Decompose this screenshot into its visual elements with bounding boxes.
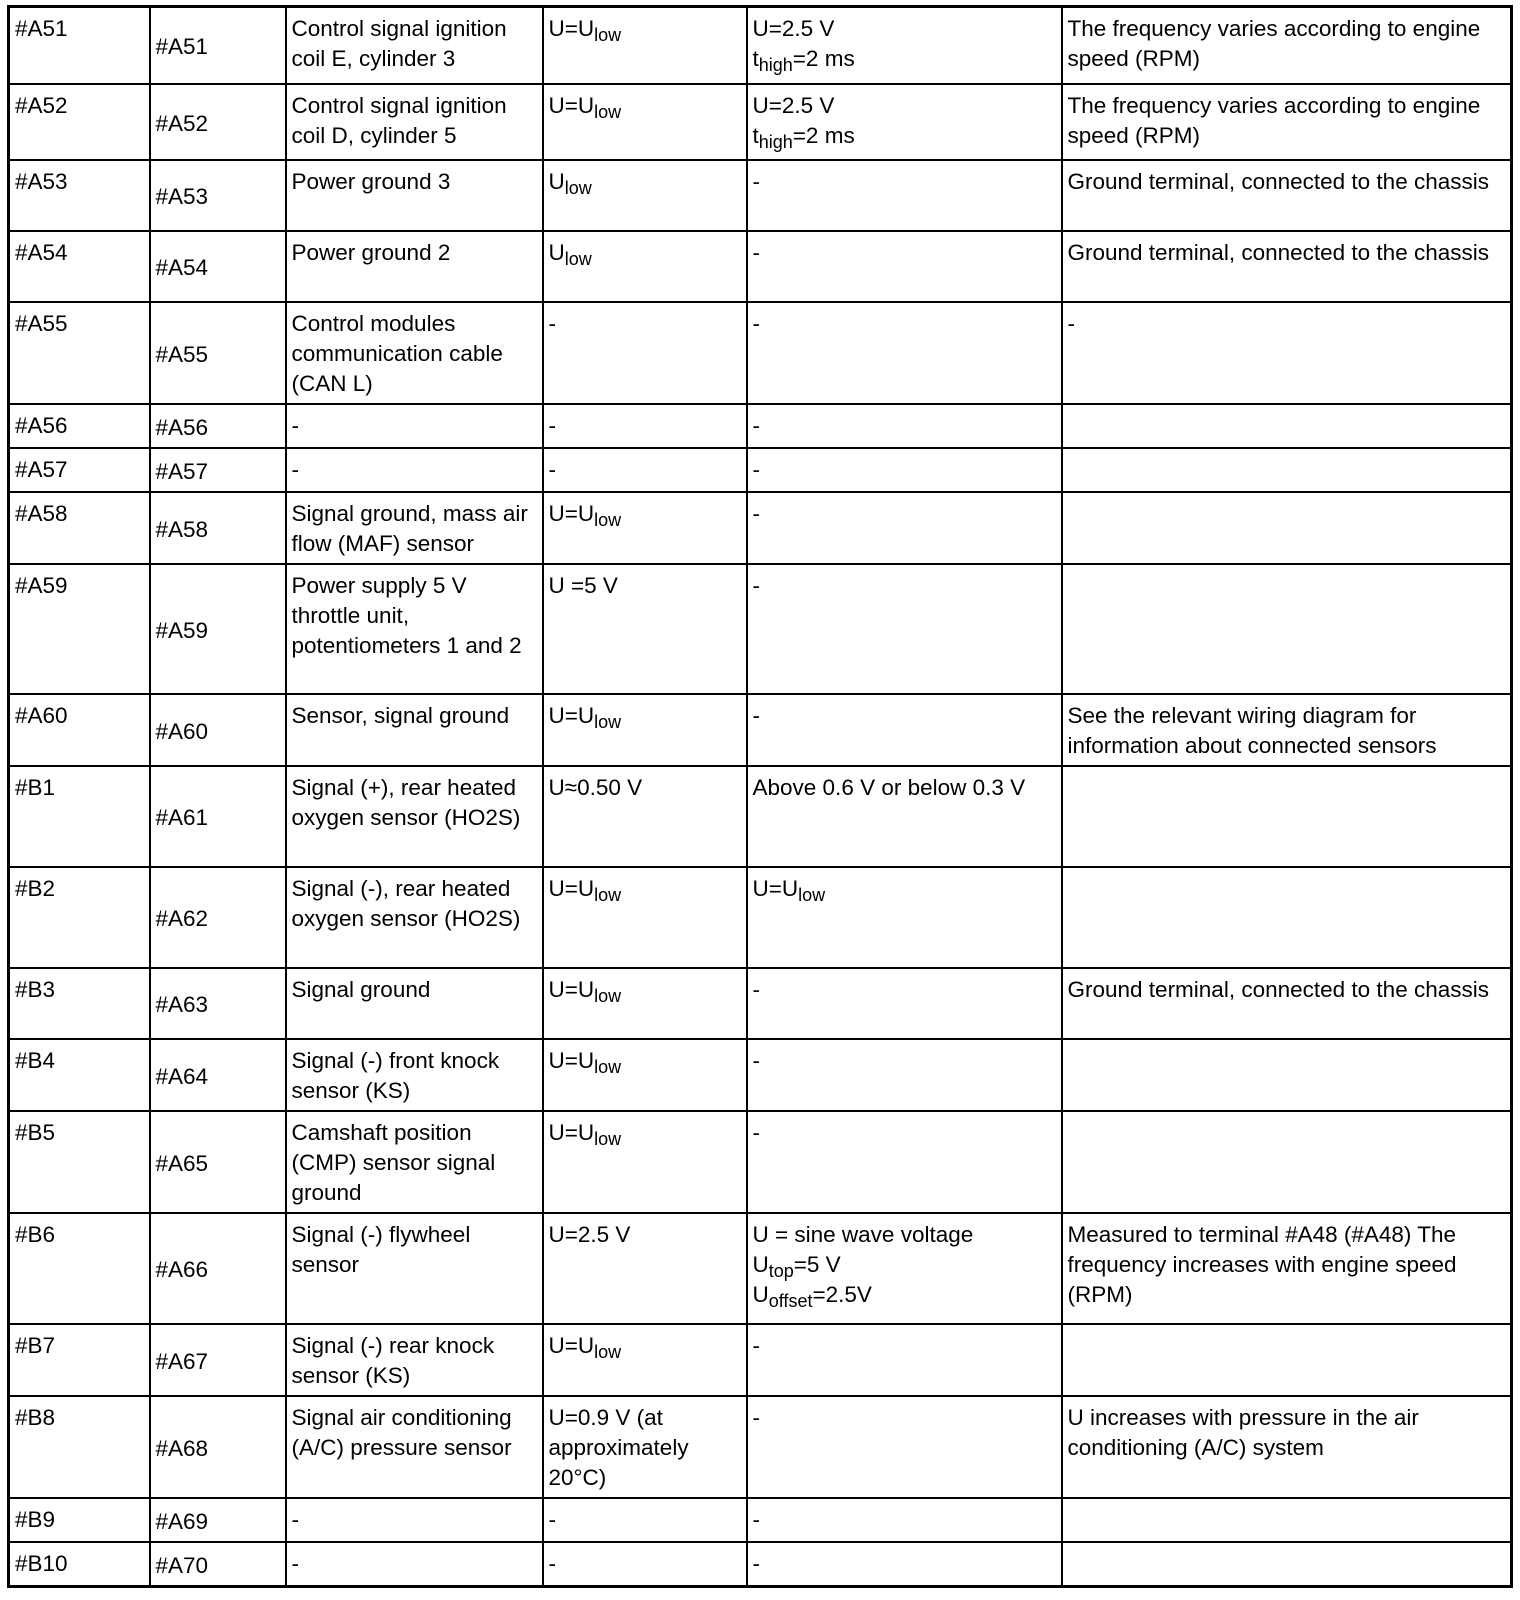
- value-line: [549, 455, 741, 485]
- value-line: [753, 571, 1056, 601]
- value-text: -: [752, 310, 760, 336]
- note-cell: The frequency varies according to engine speed (RPM): [1062, 84, 1512, 160]
- voltage-cell: [543, 231, 747, 302]
- value-text: U: [548, 168, 565, 194]
- value-text: U: [752, 1251, 769, 1277]
- value-line: [753, 411, 1056, 441]
- table-row: [9, 1324, 1512, 1396]
- description-cell: Power ground 3: [286, 160, 543, 231]
- alt-terminal-cell: #A69: [150, 1498, 286, 1542]
- value-line: [753, 1505, 1056, 1535]
- description-cell: -: [286, 1498, 543, 1542]
- table-body: [9, 7, 1512, 1587]
- terminal-cell: #A55: [9, 302, 150, 404]
- alt-terminal-cell: #A62: [150, 867, 286, 968]
- alt-terminal-cell: #A66: [150, 1213, 286, 1324]
- alt-terminal-cell: #A65: [150, 1111, 286, 1213]
- table-row: [9, 1111, 1512, 1213]
- value-text: -: [752, 1550, 760, 1576]
- value-text: -: [548, 456, 556, 482]
- alt-terminal-cell: #A59: [150, 564, 286, 694]
- value-text: -: [752, 1047, 760, 1073]
- value-text: U=U: [548, 1119, 595, 1145]
- subscript: low: [798, 884, 826, 905]
- value-line: [753, 121, 1056, 151]
- signal-cell: [747, 160, 1062, 231]
- terminal-cell: #B9: [9, 1498, 150, 1542]
- value-line: [753, 701, 1056, 731]
- table-row: [9, 867, 1512, 968]
- subscript: top: [768, 1260, 794, 1281]
- terminal-cell: #A56: [9, 404, 150, 448]
- subscript: low: [594, 509, 622, 530]
- value-text: -: [752, 1332, 760, 1358]
- note-cell: See the relevant wiring diagram for information about connected sensors: [1062, 694, 1512, 766]
- description-cell: Signal ground: [286, 968, 543, 1039]
- terminal-cell: #B4: [9, 1039, 150, 1111]
- value-line: [549, 1046, 741, 1076]
- signal-cell: [747, 1396, 1062, 1498]
- value-line: [549, 874, 741, 904]
- value-line: [549, 571, 741, 601]
- table-row: [9, 1396, 1512, 1498]
- table-row: [9, 7, 1512, 84]
- note-cell: The frequency varies according to engine speed (RPM): [1062, 7, 1512, 84]
- terminal-cell: #B6: [9, 1213, 150, 1324]
- value-text: =2 ms: [792, 122, 855, 148]
- description-cell: Signal air conditioning (A/C) pressure sensor: [286, 1396, 543, 1498]
- alt-terminal-cell: #A61: [150, 766, 286, 867]
- note-cell: U increases with pressure in the air conditioning (A/C) system: [1062, 1396, 1512, 1498]
- alt-terminal-cell: #A52: [150, 84, 286, 160]
- table-row: [9, 84, 1512, 160]
- description-cell: Sensor, signal ground: [286, 694, 543, 766]
- description-cell: Control modules communication cable (CAN L): [286, 302, 543, 404]
- note-cell: [1062, 766, 1512, 867]
- subscript: high: [758, 131, 793, 152]
- value-text: -: [752, 1119, 760, 1145]
- voltage-cell: [543, 1039, 747, 1111]
- table-row: [9, 448, 1512, 492]
- value-line: [549, 14, 741, 44]
- description-cell: Camshaft position (CMP) sensor signal ground: [286, 1111, 543, 1213]
- description-cell: -: [286, 1542, 543, 1587]
- value-line: [753, 455, 1056, 485]
- note-cell: [1062, 1111, 1512, 1213]
- value-line: [753, 1250, 1056, 1280]
- terminal-cell: #A54: [9, 231, 150, 302]
- signal-cell: [747, 231, 1062, 302]
- value-line: [549, 1220, 741, 1250]
- value-line: [549, 1403, 741, 1493]
- value-text: -: [548, 310, 556, 336]
- value-text: U=U: [548, 500, 595, 526]
- value-line: [753, 1549, 1056, 1579]
- value-text: =2.5V: [812, 1281, 872, 1307]
- value-text: U=U: [548, 1332, 595, 1358]
- terminal-cell: #A53: [9, 160, 150, 231]
- signal-cell: [747, 694, 1062, 766]
- description-cell: Signal (-) flywheel sensor: [286, 1213, 543, 1324]
- alt-terminal-cell: #A51: [150, 7, 286, 84]
- value-line: [549, 499, 741, 529]
- value-text: U=U: [548, 976, 595, 1002]
- table-row: [9, 1542, 1512, 1587]
- subscript: low: [594, 985, 622, 1006]
- terminal-cell: #A60: [9, 694, 150, 766]
- table-row: [9, 1213, 1512, 1324]
- alt-terminal-cell: #A63: [150, 968, 286, 1039]
- alt-terminal-cell: #A60: [150, 694, 286, 766]
- value-line: [753, 1280, 1056, 1310]
- note-cell: Measured to terminal #A48 (#A48) The frequency increases with engine speed (RPM): [1062, 1213, 1512, 1324]
- terminal-cell: #A58: [9, 492, 150, 564]
- terminal-cell: #B1: [9, 766, 150, 867]
- description-cell: -: [286, 404, 543, 448]
- value-text: =2 ms: [792, 46, 855, 71]
- table-row: [9, 302, 1512, 404]
- voltage-cell: [543, 160, 747, 231]
- value-text: t: [752, 46, 759, 71]
- value-line: [549, 167, 741, 197]
- signal-cell: [747, 1542, 1062, 1587]
- voltage-cell: [543, 84, 747, 160]
- table-row: [9, 1498, 1512, 1542]
- signal-cell: [747, 1213, 1062, 1324]
- description-cell: Control signal ignition coil E, cylinder 3: [286, 7, 543, 84]
- value-text: -: [548, 1550, 556, 1576]
- value-text: -: [752, 572, 760, 598]
- value-text: U=0.9 V (at approximately 20°C): [548, 1404, 689, 1490]
- terminal-cell: #A59: [9, 564, 150, 694]
- description-cell: Control signal ignition coil D, cylinder 5: [286, 84, 543, 160]
- value-text: -: [548, 1506, 556, 1532]
- description-cell: Signal (+), rear heated oxygen sensor (HO2S): [286, 766, 543, 867]
- voltage-cell: [543, 1213, 747, 1324]
- signal-cell: [747, 302, 1062, 404]
- description-cell: Signal (-), rear heated oxygen sensor (HO2S): [286, 867, 543, 968]
- value-text: =5 V: [793, 1251, 841, 1277]
- value-text: U: [548, 239, 565, 265]
- note-cell: [1062, 1498, 1512, 1542]
- voltage-cell: [543, 766, 747, 867]
- note-cell: [1062, 867, 1512, 968]
- voltage-cell: [543, 404, 747, 448]
- value-text: -: [548, 412, 556, 438]
- subscript: high: [758, 55, 793, 76]
- value-text: U = sine wave voltage: [752, 1221, 974, 1247]
- signal-cell: [747, 492, 1062, 564]
- description-cell: Signal (-) rear knock sensor (KS): [286, 1324, 543, 1396]
- table-row: [9, 968, 1512, 1039]
- voltage-cell: [543, 968, 747, 1039]
- subscript: low: [594, 25, 622, 46]
- terminal-cell: #B5: [9, 1111, 150, 1213]
- signal-cell: [747, 1324, 1062, 1396]
- value-text: U=U: [548, 92, 595, 118]
- value-text: t: [752, 122, 759, 148]
- voltage-cell: [543, 7, 747, 84]
- value-text: U≈0.50 V: [548, 774, 643, 800]
- subscript: low: [564, 177, 592, 198]
- alt-terminal-cell: #A53: [150, 160, 286, 231]
- value-line: [549, 1505, 741, 1535]
- description-cell: Power supply 5 V throttle unit, potentiometers 1 and 2: [286, 564, 543, 694]
- value-line: [753, 1046, 1056, 1076]
- alt-terminal-cell: #A68: [150, 1396, 286, 1498]
- signal-cell: [747, 766, 1062, 867]
- table-row: [9, 231, 1512, 302]
- value-line: [753, 1118, 1056, 1148]
- terminal-table: [7, 5, 1513, 1588]
- terminal-cell: #B2: [9, 867, 150, 968]
- table-row: [9, 1039, 1512, 1111]
- signal-cell: [747, 1039, 1062, 1111]
- value-line: [753, 874, 1056, 904]
- table-row: [9, 160, 1512, 231]
- value-line: [549, 1118, 741, 1148]
- value-text: -: [752, 456, 760, 482]
- note-cell: [1062, 1542, 1512, 1587]
- value-text: U: [752, 1281, 769, 1307]
- value-text: -: [752, 168, 760, 194]
- description-cell: Signal (-) front knock sensor (KS): [286, 1039, 543, 1111]
- value-line: [753, 309, 1056, 339]
- voltage-cell: [543, 492, 747, 564]
- value-text: U=U: [548, 16, 595, 41]
- voltage-cell: [543, 1498, 747, 1542]
- table-row: [9, 766, 1512, 867]
- note-cell: [1062, 564, 1512, 694]
- value-text: -: [752, 500, 760, 526]
- table-row: [9, 564, 1512, 694]
- subscript: offset: [768, 1290, 813, 1311]
- note-cell: Ground terminal, connected to the chassis: [1062, 968, 1512, 1039]
- value-text: -: [752, 412, 760, 438]
- voltage-cell: [543, 302, 747, 404]
- voltage-cell: [543, 448, 747, 492]
- value-line: [753, 91, 1056, 121]
- signal-cell: [747, 1111, 1062, 1213]
- value-line: [753, 238, 1056, 268]
- voltage-cell: [543, 1542, 747, 1587]
- value-line: [753, 499, 1056, 529]
- value-text: U =5 V: [548, 572, 618, 598]
- signal-cell: [747, 404, 1062, 448]
- description-cell: Power ground 2: [286, 231, 543, 302]
- signal-cell: [747, 448, 1062, 492]
- value-text: -: [752, 1506, 760, 1532]
- alt-terminal-cell: #A58: [150, 492, 286, 564]
- subscript: low: [594, 884, 622, 905]
- note-cell: [1062, 492, 1512, 564]
- value-text: -: [752, 1404, 760, 1430]
- terminal-cell: #A51: [9, 7, 150, 84]
- note-cell: Ground terminal, connected to the chassis: [1062, 231, 1512, 302]
- note-cell: Ground terminal, connected to the chassis: [1062, 160, 1512, 231]
- value-line: [549, 238, 741, 268]
- alt-terminal-cell: #A54: [150, 231, 286, 302]
- value-text: U=U: [548, 702, 595, 728]
- terminal-cell: #A52: [9, 84, 150, 160]
- alt-terminal-cell: #A70: [150, 1542, 286, 1587]
- value-line: [549, 1331, 741, 1361]
- value-line: [549, 975, 741, 1005]
- value-text: -: [752, 239, 760, 265]
- terminal-cell: #B7: [9, 1324, 150, 1396]
- alt-terminal-cell: #A64: [150, 1039, 286, 1111]
- voltage-cell: [543, 1111, 747, 1213]
- value-text: -: [752, 976, 760, 1002]
- value-line: [753, 773, 1056, 803]
- table-row: [9, 492, 1512, 564]
- voltage-cell: [543, 1324, 747, 1396]
- alt-terminal-cell: #A55: [150, 302, 286, 404]
- value-line: [753, 167, 1056, 197]
- description-cell: -: [286, 448, 543, 492]
- voltage-cell: [543, 564, 747, 694]
- value-line: [549, 91, 741, 121]
- note-cell: [1062, 448, 1512, 492]
- subscript: low: [564, 248, 592, 269]
- value-line: [549, 411, 741, 441]
- subscript: low: [594, 1341, 622, 1362]
- signal-cell: [747, 1498, 1062, 1542]
- description-cell: Signal ground, mass air flow (MAF) sensor: [286, 492, 543, 564]
- alt-terminal-cell: #A57: [150, 448, 286, 492]
- value-line: [753, 1403, 1056, 1433]
- value-text: U=U: [548, 1047, 595, 1073]
- value-text: U=2.5 V: [752, 92, 835, 118]
- terminal-cell: #B8: [9, 1396, 150, 1498]
- value-line: [549, 1549, 741, 1579]
- value-line: [753, 975, 1056, 1005]
- value-line: [753, 44, 1056, 74]
- terminal-cell: #B10: [9, 1542, 150, 1587]
- value-line: [753, 14, 1056, 44]
- table-row: [9, 694, 1512, 766]
- voltage-cell: [543, 694, 747, 766]
- value-line: [549, 773, 741, 803]
- table-row: [9, 404, 1512, 448]
- terminal-cell: #B3: [9, 968, 150, 1039]
- value-text: U=U: [752, 875, 799, 901]
- value-text: U=2.5 V: [752, 16, 835, 41]
- value-text: Above 0.6 V or below 0.3 V: [752, 774, 1026, 800]
- note-cell: [1062, 1324, 1512, 1396]
- subscript: low: [594, 101, 622, 122]
- value-text: U=2.5 V: [548, 1221, 631, 1247]
- value-text: U=U: [548, 875, 595, 901]
- note-cell: -: [1062, 302, 1512, 404]
- subscript: low: [594, 1056, 622, 1077]
- subscript: low: [594, 1128, 622, 1149]
- signal-cell: [747, 7, 1062, 84]
- alt-terminal-cell: #A67: [150, 1324, 286, 1396]
- note-cell: [1062, 404, 1512, 448]
- note-cell: [1062, 1039, 1512, 1111]
- value-line: [549, 309, 741, 339]
- value-text: -: [752, 702, 760, 728]
- value-line: [753, 1331, 1056, 1361]
- subscript: low: [594, 711, 622, 732]
- voltage-cell: [543, 867, 747, 968]
- signal-cell: [747, 867, 1062, 968]
- value-line: [549, 701, 741, 731]
- signal-cell: [747, 968, 1062, 1039]
- terminal-cell: #A57: [9, 448, 150, 492]
- signal-cell: [747, 84, 1062, 160]
- voltage-cell: [543, 1396, 747, 1498]
- signal-cell: [747, 564, 1062, 694]
- alt-terminal-cell: #A56: [150, 404, 286, 448]
- value-line: [753, 1220, 1056, 1250]
